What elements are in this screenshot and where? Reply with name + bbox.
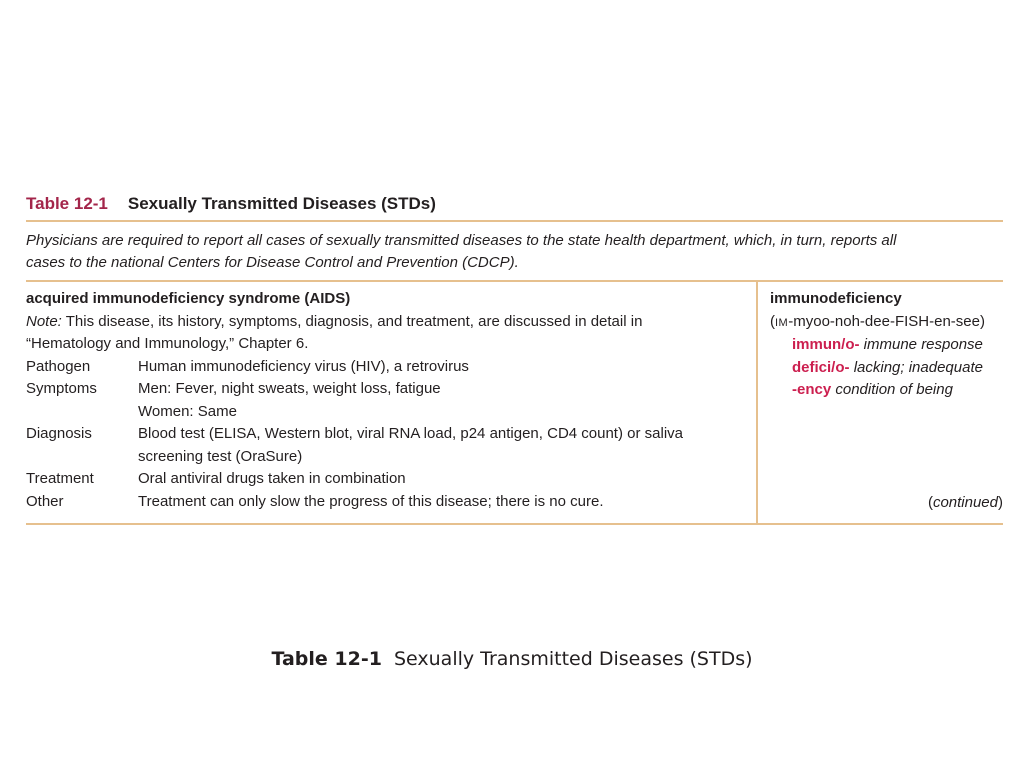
table-note-line: Physicians are required to report all cases of sexually transmitted diseases to the state health department, which, in turn, reports all <box>26 232 897 249</box>
word-analysis-column <box>758 282 1003 523</box>
word-part-meaning: immune response <box>863 336 983 353</box>
caption-title: Sexually Transmitted Diseases (STDs) <box>393 648 753 670</box>
detail-line: Men: Fever, night sweats, weight loss, fatigue <box>138 380 441 397</box>
detail-line: screening test (OraSure) <box>138 447 303 465</box>
word-part <box>770 334 1003 357</box>
detail-value <box>138 356 756 379</box>
detail-line: Women: Same <box>138 402 237 420</box>
detail-row-diagnosis <box>26 423 756 468</box>
detail-label: Symptoms <box>26 380 97 397</box>
table-number: Table 12-1 <box>26 194 108 213</box>
detail-line: Treatment can only slow the progress of this disease; there is no cure. <box>138 492 604 510</box>
table-note <box>26 222 1003 280</box>
continued-close: ) <box>998 494 1003 511</box>
detail-value <box>138 468 756 491</box>
word-part-meaning: lacking; inadequate <box>853 358 983 376</box>
detail-row-pathogen <box>26 356 756 379</box>
continued-label <box>928 492 1003 515</box>
table-figure <box>26 190 1003 525</box>
disease-note-continued: “Hematology and Immunology,” Chapter 6. <box>26 335 309 352</box>
table-note-line: cases to the national Centers for Disease Control and Prevention (CDCP). <box>26 254 519 271</box>
table-heading <box>26 190 1003 218</box>
detail-label: Treatment <box>26 470 94 487</box>
detail-label: Other <box>26 492 64 510</box>
table-title: Sexually Transmitted Diseases (STDs) <box>127 194 436 213</box>
disease-title: acquired immunodeficiency syndrome (AIDS) <box>26 290 351 307</box>
word-part-meaning: condition of being <box>835 381 953 398</box>
disease-note <box>26 311 756 334</box>
word-part <box>770 379 1003 402</box>
detail-row-symptoms <box>26 378 756 423</box>
detail-line: Blood test (ELISA, Western blot, viral RNA load, p24 antigen, CD4 count) or saliva <box>138 425 683 442</box>
continued-word: continued <box>932 494 998 511</box>
detail-row-treatment <box>26 468 756 491</box>
detail-value <box>138 378 756 423</box>
pron-rest: -myoo-noh-dee-FISH-en-see) <box>788 312 985 330</box>
detail-value <box>138 491 756 514</box>
detail-line: Oral antiviral drugs taken in combination <box>138 470 406 487</box>
slide-caption <box>0 648 1024 670</box>
pronunciation <box>770 311 1003 335</box>
caption-number: Table 12-1 <box>271 648 382 670</box>
note-text: This disease, its history, symptoms, diagnosis, and treatment, are discussed in detail in <box>61 312 643 330</box>
continued-open: ( <box>927 494 933 511</box>
pron-stress: IM <box>775 316 789 329</box>
detail-label: Diagnosis <box>26 425 92 442</box>
bottom-rule <box>26 523 1003 525</box>
pron-open: ( <box>770 312 775 330</box>
detail-value <box>138 423 756 468</box>
word-part-root: -ency <box>792 381 832 398</box>
word-part-root: immun/o- <box>792 336 860 353</box>
note-label: Note: <box>26 312 62 330</box>
detail-line: Human immunodeficiency virus (HIV), a retrovirus <box>138 357 469 375</box>
word-part-root: defici/o- <box>792 358 850 376</box>
term-title: immunodeficiency <box>770 290 902 307</box>
table-body <box>26 282 1003 523</box>
word-part <box>770 357 1003 380</box>
detail-label: Pathogen <box>26 357 91 375</box>
detail-row-other <box>26 491 756 514</box>
disease-column <box>26 282 758 523</box>
